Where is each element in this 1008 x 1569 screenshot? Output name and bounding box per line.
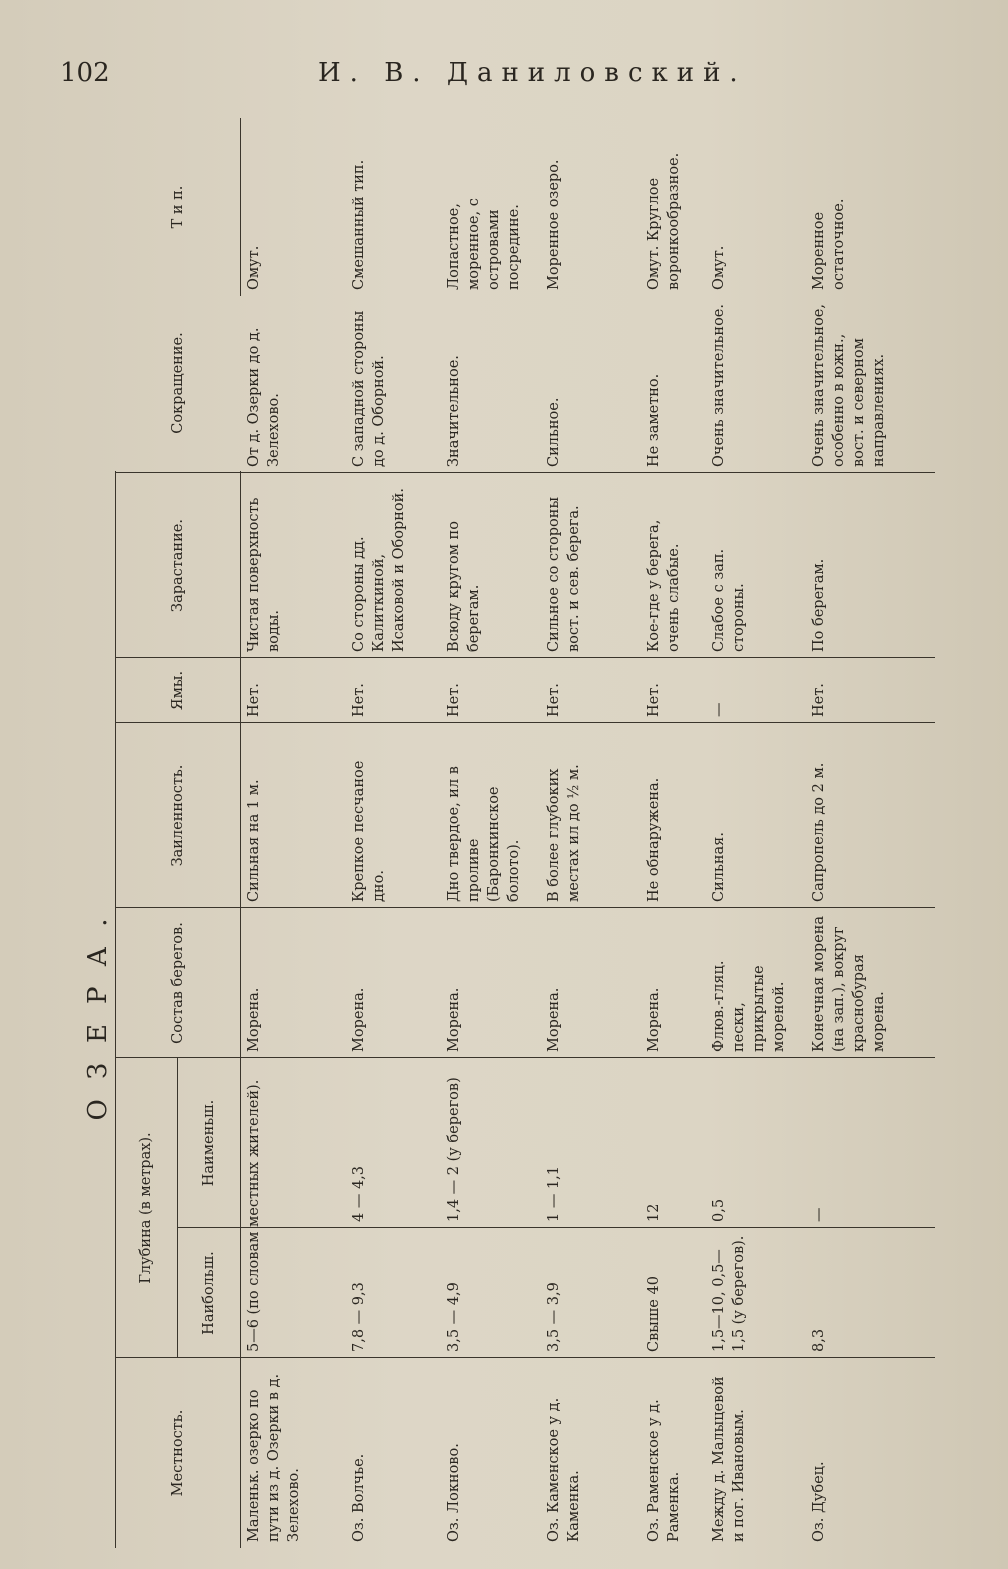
table-cell-silt: Сильная. <box>711 832 727 902</box>
header-depth-min: Наименьш. <box>200 1099 217 1187</box>
table-cell-pits: — <box>711 702 727 717</box>
type-column-region <box>115 118 935 296</box>
table-cell-shores: Конечная морена (на зап.), вокруг краснобурая морена. <box>811 915 887 1052</box>
header-place: Местность. <box>169 1409 186 1497</box>
type-column-rotated <box>115 118 935 296</box>
page-number: 102 <box>60 58 110 88</box>
table-cell-depth-min: 12 <box>646 1203 662 1222</box>
table-cell-pits: Нет. <box>811 683 827 717</box>
table-cell-depth-max: 7,8 — 9,3 <box>351 1282 367 1352</box>
table-cell-overgrowth: Всюду кругом по берегам. <box>446 521 482 652</box>
table-cell-depth-min: — <box>811 1207 827 1222</box>
table-cell-depth-max: 8,3 <box>811 1328 827 1352</box>
table-cell-overgrowth: Сильное со стороны вост. и сев. берега. <box>546 497 582 652</box>
running-header <box>60 58 960 98</box>
table-cell-depth-max: 1,5—10, 0,5—1,5 (у берегов). <box>711 1235 747 1352</box>
table-cell-pits: Нет. <box>546 683 562 717</box>
table-cell-depth-max: 3,5 — 3,9 <box>546 1282 562 1352</box>
table-cell-pits: Нет. <box>446 683 462 717</box>
header-depth-max: Наибольш. <box>200 1251 217 1335</box>
header-pits: Ямы. <box>169 670 186 711</box>
table-cell-silt: Сильная на 1 м. <box>246 779 262 902</box>
table-cell-shrinking: Значительное. <box>446 355 462 467</box>
table-cell-silt: Сапропель до 2 м. <box>811 762 827 902</box>
table-cell-shores: Морена. <box>246 987 262 1052</box>
table-cell-pits: Нет. <box>646 683 662 717</box>
table-cell-type: Моренное остаточное. <box>811 198 847 290</box>
table-cell-shrinking: Не заметно. <box>646 373 662 467</box>
table-cell-depth-min: 1,4 — 2 (у берегов) <box>446 1077 462 1222</box>
table-cell-depth-min: 4 — 4,3 <box>351 1165 367 1222</box>
table-cell-overgrowth: Слабое с зап. стороны. <box>711 548 747 652</box>
table-cell-type: Омут. Круглое воронкообразное. <box>646 152 682 290</box>
header-depth: Глубина (в метрах). <box>138 1132 154 1284</box>
table-cell-shores: Морена. <box>546 987 562 1052</box>
table-cell-place: Оз. Дубец. <box>811 1461 827 1542</box>
table-cell-shores: Морена. <box>446 987 462 1052</box>
header-shrinking: Сокращение. <box>169 332 186 434</box>
table-cell-silt: Не обнаружена. <box>646 777 662 902</box>
table-cell-place: Оз. Раменское у д. Раменка. <box>646 1399 682 1542</box>
table-cell-depth-max: 3,5 — 4,9 <box>446 1282 462 1352</box>
table-cell-overgrowth: По берегам. <box>811 558 827 652</box>
table-cell-shores: Флюв.-гляц. пески, прикрытые мореной. <box>711 960 787 1052</box>
table-cell-type: Омут. <box>711 245 727 290</box>
table-cell-shores: Морена. <box>646 987 662 1052</box>
header-shores: Состав берегов. <box>169 922 186 1044</box>
table-cell-silt: В более глубоких местах ил до ½ м. <box>546 764 582 902</box>
table-cell-place: Маленьк. озерко по пути из д. Озерки в д. Зелехово. <box>246 1373 302 1542</box>
table-cell-shrinking: С западной стороны до д. Оборной. <box>351 310 387 467</box>
table-caption: ОЗЕРА. <box>83 898 113 1121</box>
header-type: Т и п. <box>169 185 186 229</box>
table-cell-overgrowth: Чистая поверхность воды. <box>246 497 282 652</box>
table-cell-shrinking: От д. Озерки до д. Зелехово. <box>246 327 282 467</box>
table-cell-overgrowth: Кое-где у берега, очень слабые. <box>646 519 682 652</box>
table-cell-place: Оз. Локново. <box>446 1443 462 1542</box>
table-cell-silt: Крепкое песчаное дно. <box>351 760 387 902</box>
table-cell-type: Моренное озеро. <box>546 159 562 290</box>
table-cell-depth-max: Свыше 40 <box>646 1276 662 1352</box>
table-cell-pits: Нет. <box>351 683 367 717</box>
table-cell-silt: Дно твердое, ил в проливе (Баронкинское болото). <box>446 766 522 902</box>
table-cell-type: Омут. <box>246 245 262 290</box>
table-cell-type: Смешанный тип. <box>351 159 367 290</box>
table-cell-depth-max: 5—6 (по словам местных жителей). <box>246 1079 262 1352</box>
table-cell-shrinking: Очень значительное. <box>711 304 727 467</box>
running-title: И. В. Даниловский. <box>318 58 747 88</box>
table-cell-overgrowth: Со стороны дд. Калиткиной, Исаковой и Оборной. <box>351 488 407 652</box>
table-cell-place: Оз. Волчье. <box>351 1453 367 1542</box>
header-silt: Заиленность. <box>169 764 186 867</box>
table-cell-shrinking: Очень значительное, особенно в южн., вост. и северном направлениях. <box>811 304 887 467</box>
table-cell-pits: Нет. <box>246 683 262 717</box>
table-cell-depth-min: 1 — 1,1 <box>546 1165 562 1222</box>
table-cell-place: Между д. Малыцевой и пог. Ивановым. <box>711 1376 747 1542</box>
table-cell-place: Оз. Каменское у д. Каменка. <box>546 1397 582 1542</box>
table-cell-shrinking: Сильное. <box>546 397 562 467</box>
table-cell-depth-min: 0,5 <box>711 1198 727 1222</box>
table-cell-shores: Морена. <box>351 987 367 1052</box>
table-cell-type: Лопастное, моренное, с островами посредине. <box>446 198 522 290</box>
lakes-table <box>83 304 935 1548</box>
header-overgrowth: Зарастание. <box>169 519 186 612</box>
